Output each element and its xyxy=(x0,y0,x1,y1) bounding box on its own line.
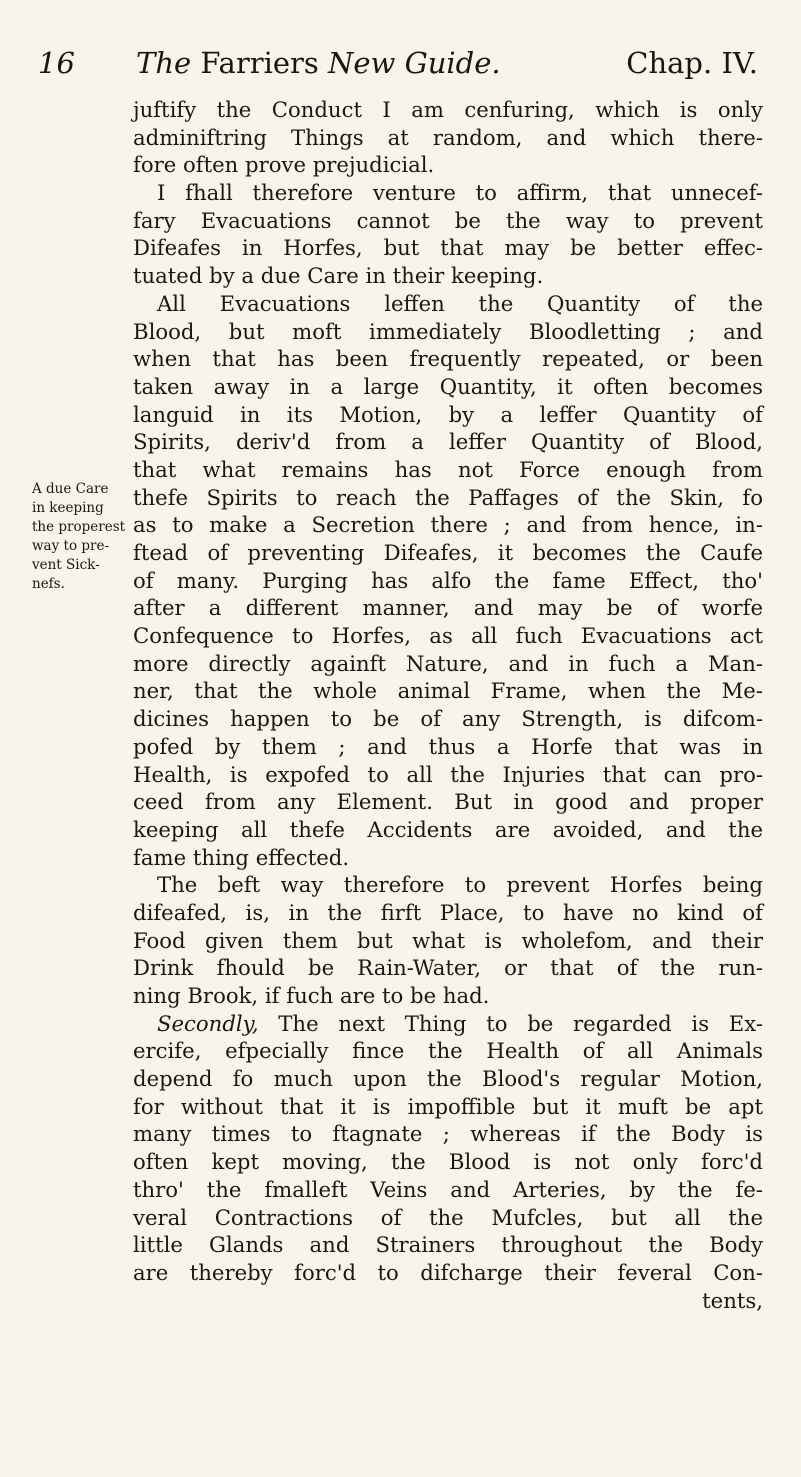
margin-note-line: the properest xyxy=(32,519,126,535)
text-line: ning Brook, if fuch are to be had. xyxy=(133,983,490,1008)
text-line: veral Contractions of the Mufcles, but all the xyxy=(133,1204,763,1230)
body-text xyxy=(133,96,763,1314)
text-line: Confequence to Horfes, as all fuch Evacuations act xyxy=(133,623,763,649)
text-line: are thereby forc'd to difcharge their feveral Con- xyxy=(133,1259,763,1285)
margin-note-line: nefs. xyxy=(32,576,65,592)
text-line-rest: The next Thing to be regarded is Ex- xyxy=(278,1010,763,1036)
text-line: when that has been frequently repeated, or been xyxy=(133,346,763,372)
text-line: The beft way therefore to prevent Horfes being xyxy=(157,872,763,898)
text-line xyxy=(133,1010,763,1038)
text-line: little Glands and Strainers throughout the Body xyxy=(133,1232,763,1258)
text-line: ceed from any Element. But in good and proper xyxy=(133,789,763,815)
text-line: depend fo much upon the Blood's regular Motion, xyxy=(133,1066,763,1092)
text-line: ner, that the whole animal Frame, when the Me- xyxy=(133,678,763,704)
text-line: many times to ftagnate ; whereas if the Body is xyxy=(133,1121,763,1147)
running-title xyxy=(136,46,501,80)
running-title-suffix: New Guide. xyxy=(327,46,501,80)
text-line: Spirits, deriv'd from a leffer Quantity of Blood, xyxy=(133,429,763,455)
text-line: tents, xyxy=(702,1287,763,1313)
margin-note xyxy=(32,480,124,594)
text-line: difeafed, is, in the firft Place, to have no kind of xyxy=(133,899,763,925)
text-line: ftead of preventing Difeafes, it becomes the Caufe xyxy=(133,540,763,565)
text-line: more directly againft Nature, and in fuch a Man- xyxy=(133,650,763,676)
text-line: often kept moving, the Blood is not only forc'd xyxy=(133,1149,763,1175)
page-header xyxy=(38,46,758,86)
text-line: All Evacuations leffen the Quantity of the xyxy=(157,290,763,316)
secondly-word: Secondly, xyxy=(157,1010,259,1036)
margin-note-line: way to pre- xyxy=(32,538,110,554)
text-line: fame thing effected. xyxy=(133,844,350,870)
page-number: 16 xyxy=(38,46,75,80)
text-line: languid in its Motion, by a leffer Quantity of xyxy=(133,401,763,427)
text-line: thro' the fmalleft Veins and Arteries, by the fe- xyxy=(133,1176,763,1202)
running-title-middle: Farriers xyxy=(200,46,319,80)
margin-note-line: vent Sick- xyxy=(32,557,100,573)
text-line: ercife, efpecially fince the Health of all Animals xyxy=(133,1038,763,1064)
text-line: Health, is expofed to all the Injuries that can pro- xyxy=(133,761,763,787)
text-line: of many. Purging has alfo the fame Effect, tho' xyxy=(133,567,763,593)
text-line: taken away in a large Quantity, it often becomes xyxy=(133,373,763,399)
text-line: pofed by them ; and thus a Horfe that was in xyxy=(133,733,763,759)
margin-note-line: A due Care xyxy=(32,481,109,497)
text-line: Difeafes in Horfes, but that may be better effec- xyxy=(133,235,763,261)
text-line: thefe Spirits to reach the Paffages of the Skin, fo xyxy=(133,484,763,510)
text-line: Food given them but what is wholefom, and their xyxy=(133,927,763,953)
text-line: keeping all thefe Accidents are avoided, and the xyxy=(133,816,763,842)
text-line: adminiftring Things at random, and which there- xyxy=(133,124,763,150)
text-line: for without that it is impoffible but it muft be apt xyxy=(133,1093,763,1119)
running-title-prefix: The xyxy=(136,46,192,80)
text-line: fore often prove prejudicial. xyxy=(133,152,435,178)
text-line: after a different manner, and may be of worfe xyxy=(133,595,763,621)
text-line: I fhall therefore venture to affirm, that unnecef- xyxy=(157,180,763,206)
text-line: that what remains has not Force enough from xyxy=(133,456,763,482)
text-line: dicines happen to be of any Strength, is difcom- xyxy=(133,706,763,732)
text-line: Blood, but moft immediately Bloodletting ; and xyxy=(133,318,763,344)
margin-note-line: in keeping xyxy=(32,500,104,516)
text-line: fary Evacuations cannot be the way to prevent xyxy=(133,207,763,233)
chapter-label: Chap. IV. xyxy=(626,46,758,80)
text-line: juftify the Conduct I am cenfuring, which is only xyxy=(133,97,763,122)
text-line: Drink fhould be Rain-Water, or that of the run- xyxy=(133,955,763,981)
text-line: as to make a Secretion there ; and from hence, in- xyxy=(133,512,763,538)
text-line: tuated by a due Care in their keeping. xyxy=(133,263,544,289)
